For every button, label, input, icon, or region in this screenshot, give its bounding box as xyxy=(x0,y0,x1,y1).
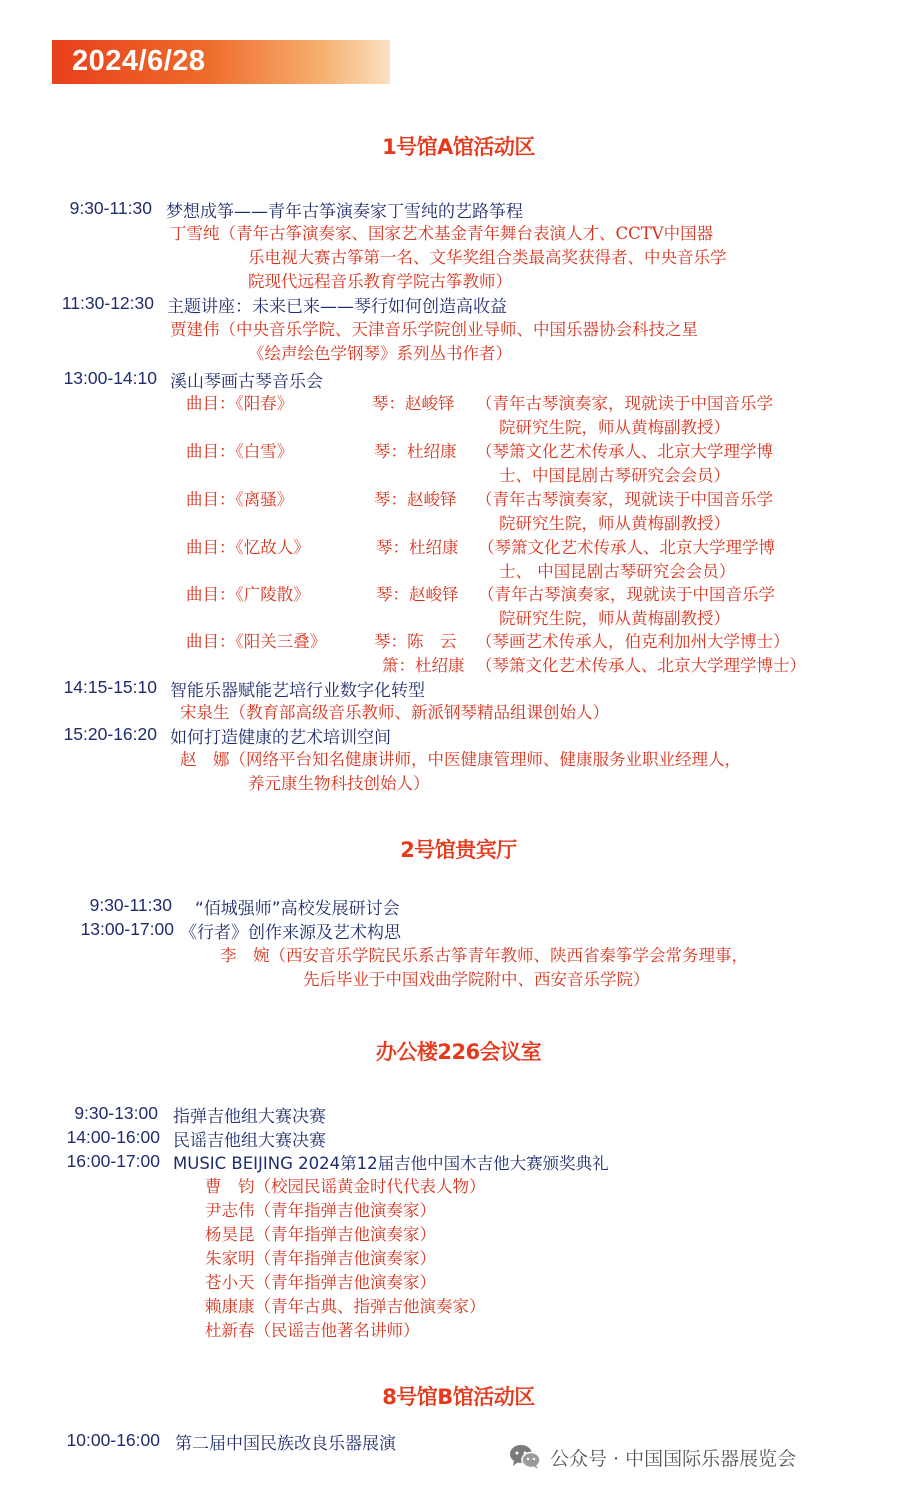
performer-bio: （青年古琴演奏家，现就读于中国音乐学 xyxy=(478,585,775,604)
performer: 琴：陈 云 xyxy=(374,632,457,651)
piece-title: 曲目：《广陵散》 xyxy=(186,585,310,604)
guest: 朱家明（青年指弹吉他演奏家） xyxy=(205,1249,436,1268)
event-time: 9:30-11:30 xyxy=(89,895,172,915)
performer: 琴：赵峻铎 xyxy=(376,585,459,604)
piece-title: 曲目：《阳关三叠》 xyxy=(186,632,327,651)
performer-bio: （琴箫文化艺术传承人、北京大学理学博士） xyxy=(476,656,806,675)
section-title-office226: 办公楼226会议室 xyxy=(375,1040,542,1064)
speaker-bio: 乐电视大赛古筝第一名、文华奖组合类最高奖获得者、中央音乐学 xyxy=(248,248,727,267)
performer-bio: 院研究生院，师从黄梅副教授） xyxy=(499,609,730,628)
event-time: 9:30-13:00 xyxy=(74,1103,158,1123)
event-topic: 梦想成筝——青年古筝演奏家丁雪纯的艺路筝程 xyxy=(166,202,523,222)
section-title-hall8b: 8号馆B馆活动区 xyxy=(382,1385,535,1409)
piece-title: 曲目：《忆故人》 xyxy=(186,538,310,557)
performer-bio: （琴箫文化艺术传承人、北京大学理学博 xyxy=(478,538,775,557)
piece-title: 曲目：《白雪》 xyxy=(186,442,294,461)
event-topic: 主题讲座：未来已来——琴行如何创造高收益 xyxy=(167,297,507,317)
speaker-bio: 宋泉生（教育部高级音乐教师、新派钢琴精品组课创始人） xyxy=(180,703,609,722)
guest: 赖康康（青年古典、指弹吉他演奏家） xyxy=(205,1297,486,1316)
event-time: 10:00-16:00 xyxy=(66,1430,160,1450)
performer: 箫：杜绍康 xyxy=(382,656,465,675)
speaker-bio: 贾建伟（中央音乐学院、天津音乐学院创业导师、中国乐器协会科技之星 xyxy=(170,320,698,339)
piece-title: 曲目：《阳春》 xyxy=(186,394,294,413)
event-topic: 智能乐器赋能艺培行业数字化转型 xyxy=(170,681,425,701)
performer-bio: （琴箫文化艺术传承人、北京大学理学博 xyxy=(476,442,773,461)
event-time: 11:30-12:30 xyxy=(61,293,154,313)
event-topic: 第二届中国民族改良乐器展演 xyxy=(175,1434,396,1454)
speaker-bio: 养元康生物科技创始人） xyxy=(248,774,430,793)
event-time: 15:20-16:20 xyxy=(63,724,157,744)
speaker-bio: 先后毕业于中国戏曲学院附中、西安音乐学院） xyxy=(303,970,650,989)
event-topic: 指弹吉他组大赛决赛 xyxy=(173,1107,326,1127)
performer: 琴：杜绍康 xyxy=(376,538,459,557)
event-time: 16:00-17:00 xyxy=(66,1151,160,1171)
event-time: 9:30-11:30 xyxy=(69,198,152,218)
section-title-hall1a: 1号馆A馆活动区 xyxy=(382,135,535,159)
event-topic: MUSIC BEIJING 2024第12届吉他中国木吉他大赛颁奖典礼 xyxy=(173,1154,609,1173)
section-title-hall2: 2号馆贵宾厅 xyxy=(400,838,517,862)
guest: 苍小天（青年指弹吉他演奏家） xyxy=(205,1273,436,1292)
performer-bio: 士、中国昆剧古琴研究会会员） xyxy=(499,466,730,485)
performer-bio: （琴画艺术传承人，伯克利加州大学博士） xyxy=(476,632,790,651)
speaker-bio: 《绘声绘色学钢琴》系列丛书作者） xyxy=(248,344,512,363)
event-time: 13:00-14:10 xyxy=(63,368,157,388)
performer: 琴：赵峻铎 xyxy=(374,490,457,509)
piece-title: 曲目：《离骚》 xyxy=(186,490,294,509)
wechat-watermark xyxy=(508,1440,796,1474)
guest: 曹 钧（校园民谣黄金时代代表人物） xyxy=(205,1177,486,1196)
date-text: 2024/6/28 xyxy=(72,45,206,77)
guest: 尹志伟（青年指弹吉他演奏家） xyxy=(205,1201,436,1220)
date-banner xyxy=(52,40,390,84)
event-topic: 《行者》创作来源及艺术构思 xyxy=(180,923,401,943)
speaker-bio: 李 婉（西安音乐学院民乐系古筝青年教师、陕西省秦筝学会常务理事， xyxy=(220,946,748,965)
event-time: 14:15-15:10 xyxy=(63,677,157,697)
event-time: 13:00-17:00 xyxy=(80,919,174,939)
event-topic: “佰城强师”高校发展研讨会 xyxy=(195,899,400,919)
event-time: 14:00-16:00 xyxy=(66,1127,160,1147)
performer-bio: 院研究生院，师从黄梅副教授） xyxy=(499,418,730,437)
speaker-bio: 赵 娜（网络平台知名健康讲师，中医健康管理师、健康服务业职业经理人， xyxy=(180,750,741,769)
performer-bio: （青年古琴演奏家，现就读于中国音乐学 xyxy=(476,394,773,413)
speaker-bio: 院现代远程音乐教育学院古筝教师） xyxy=(248,272,512,291)
performer: 琴：杜绍康 xyxy=(374,442,457,461)
performer-bio: 院研究生院，师从黄梅副教授） xyxy=(499,514,730,533)
event-topic: 溪山琴画古琴音乐会 xyxy=(170,372,323,392)
performer-bio: （青年古琴演奏家，现就读于中国音乐学 xyxy=(476,490,773,509)
guest: 杜新春（民谣吉他著名讲师） xyxy=(205,1321,420,1340)
watermark-text: 公众号 · 中国国际乐器展览会 xyxy=(550,1447,797,1470)
performer-bio: 士、 中国昆剧古琴研究会会员） xyxy=(499,562,736,581)
guest: 杨昊昆（青年指弹吉他演奏家） xyxy=(205,1225,436,1244)
wechat-icon xyxy=(508,1443,542,1471)
event-topic: 如何打造健康的艺术培训空间 xyxy=(170,728,391,748)
event-topic: 民谣吉他组大赛决赛 xyxy=(173,1131,326,1151)
speaker-bio: 丁雪纯（青年古筝演奏家、国家艺术基金青年舞台表演人才、CCTV中国器 xyxy=(170,224,714,243)
performer: 琴：赵峻铎 xyxy=(372,394,455,413)
